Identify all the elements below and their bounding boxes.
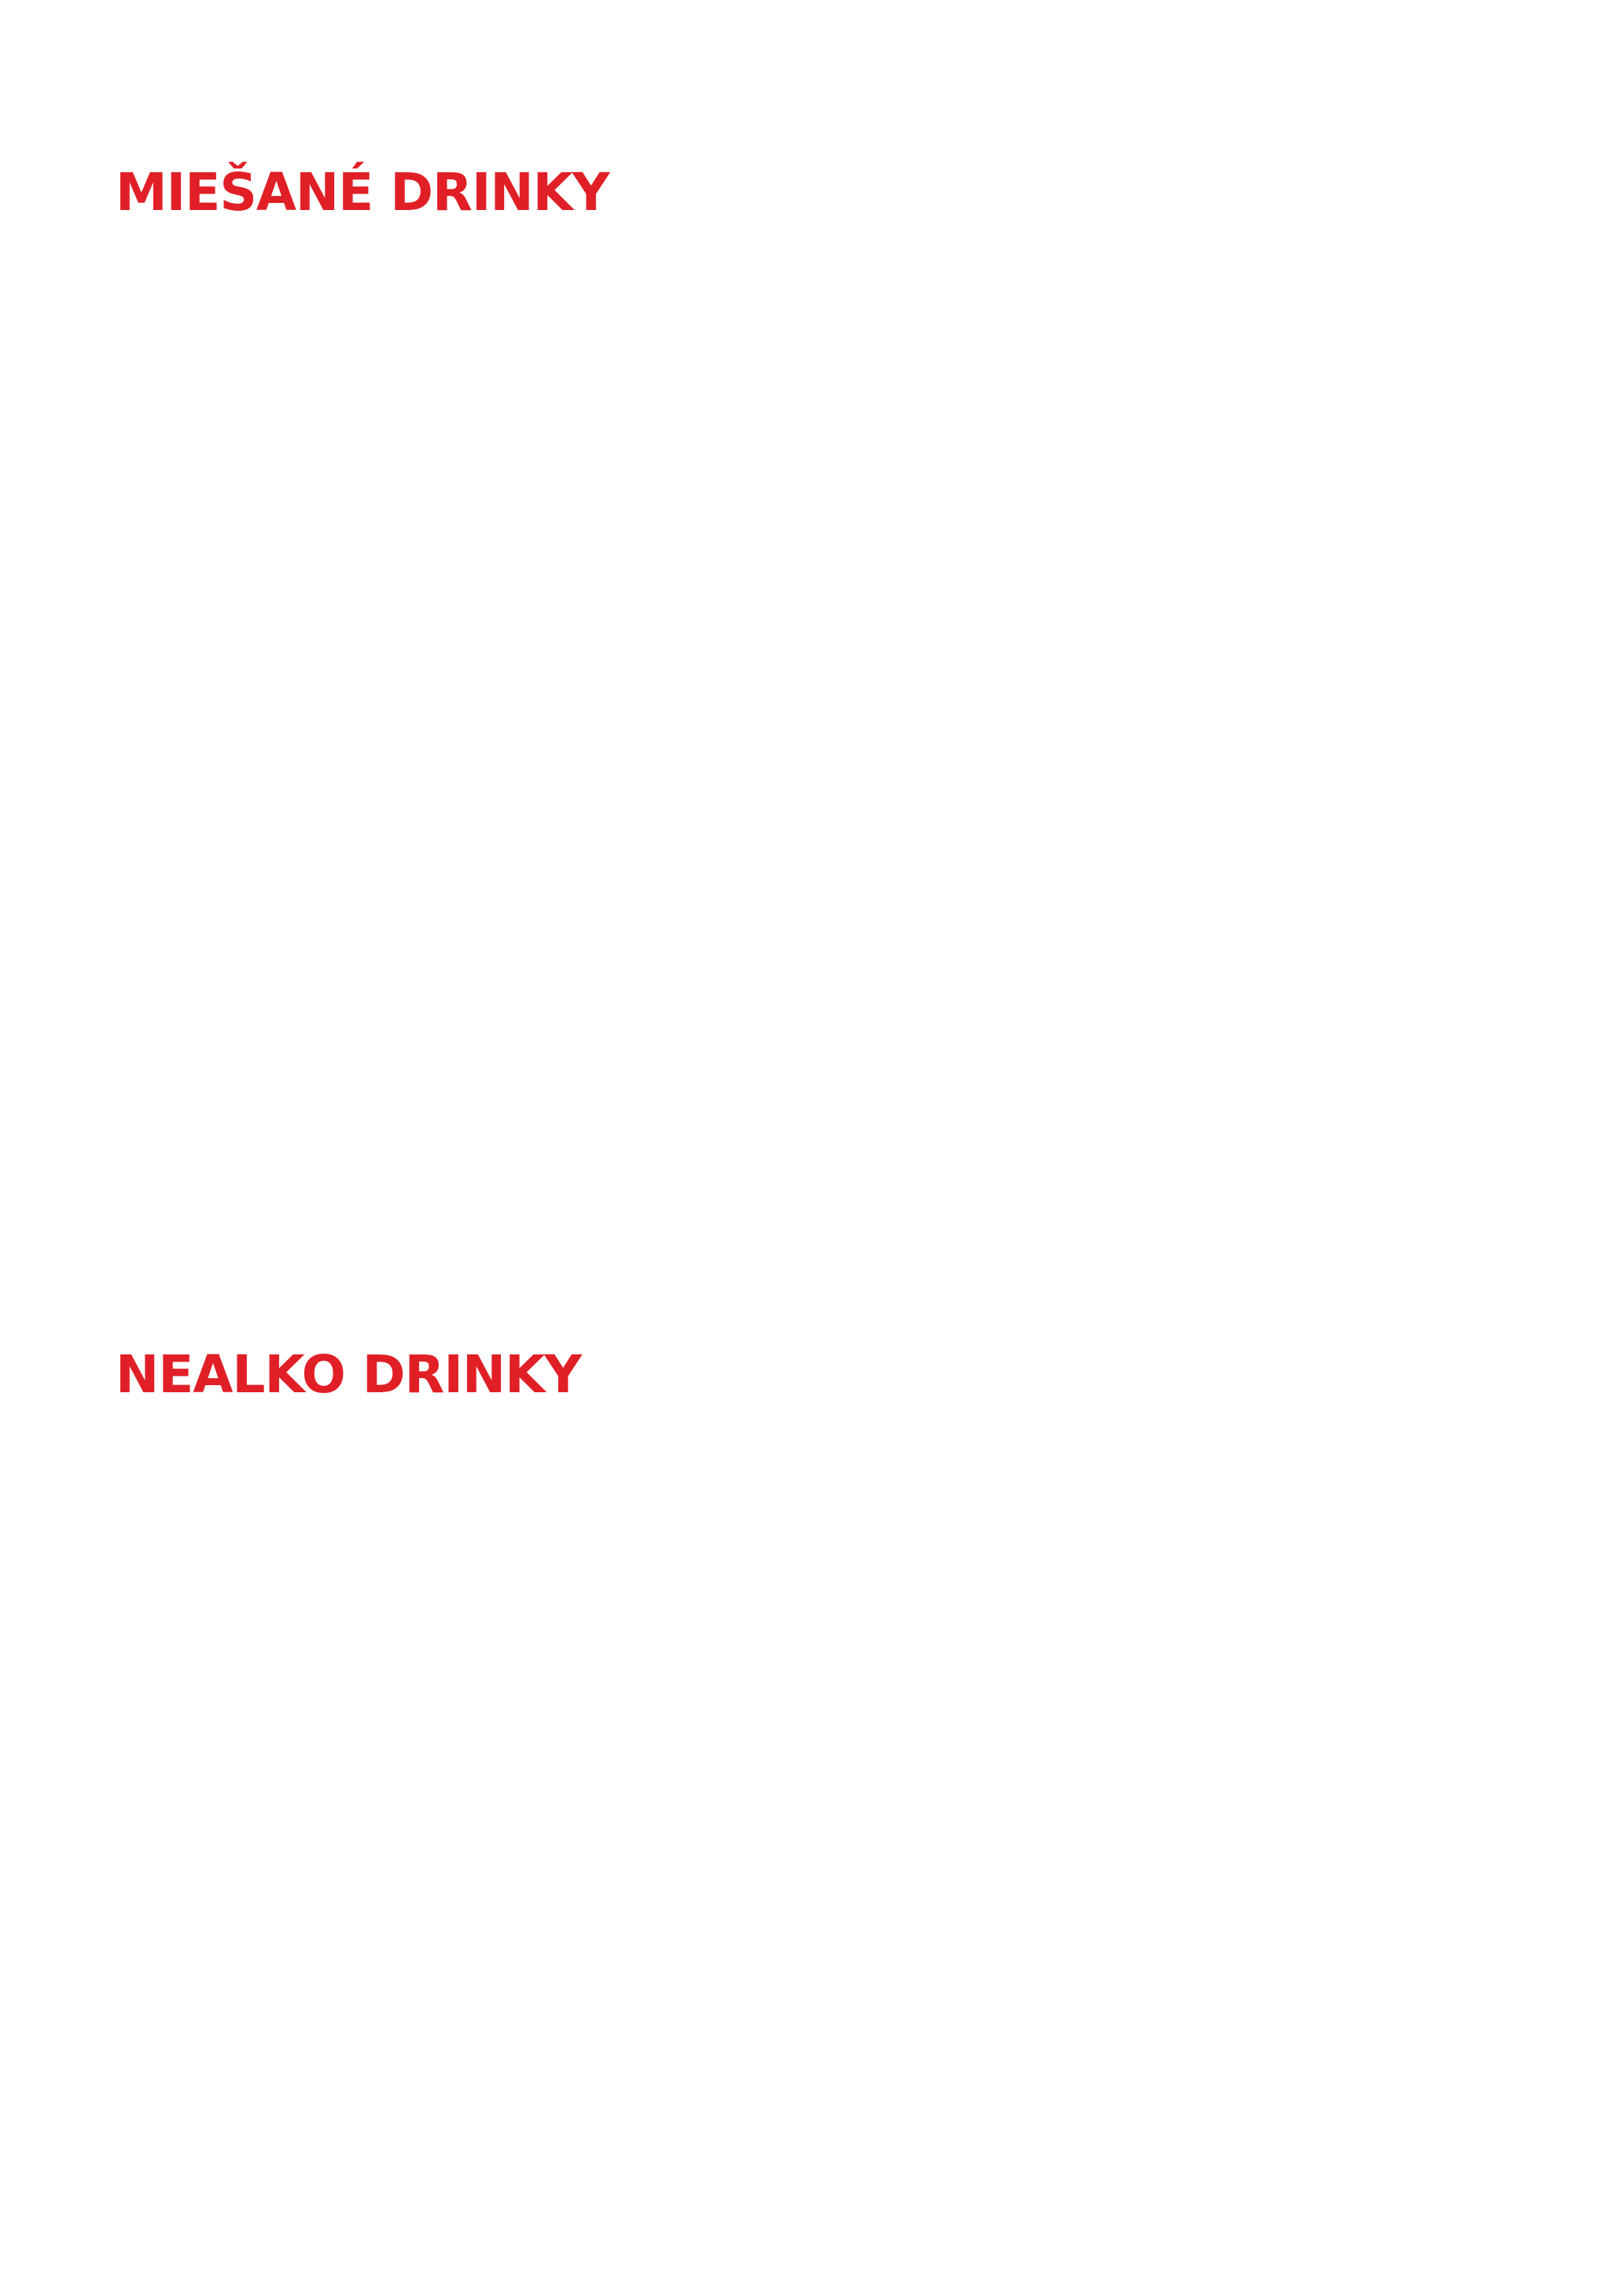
section-heading-mixed-drinks: MIEŠANÉ DRINKY: [116, 162, 609, 223]
section-heading-nonalcoholic-drinks: NEALKO DRINKY: [116, 1344, 582, 1405]
